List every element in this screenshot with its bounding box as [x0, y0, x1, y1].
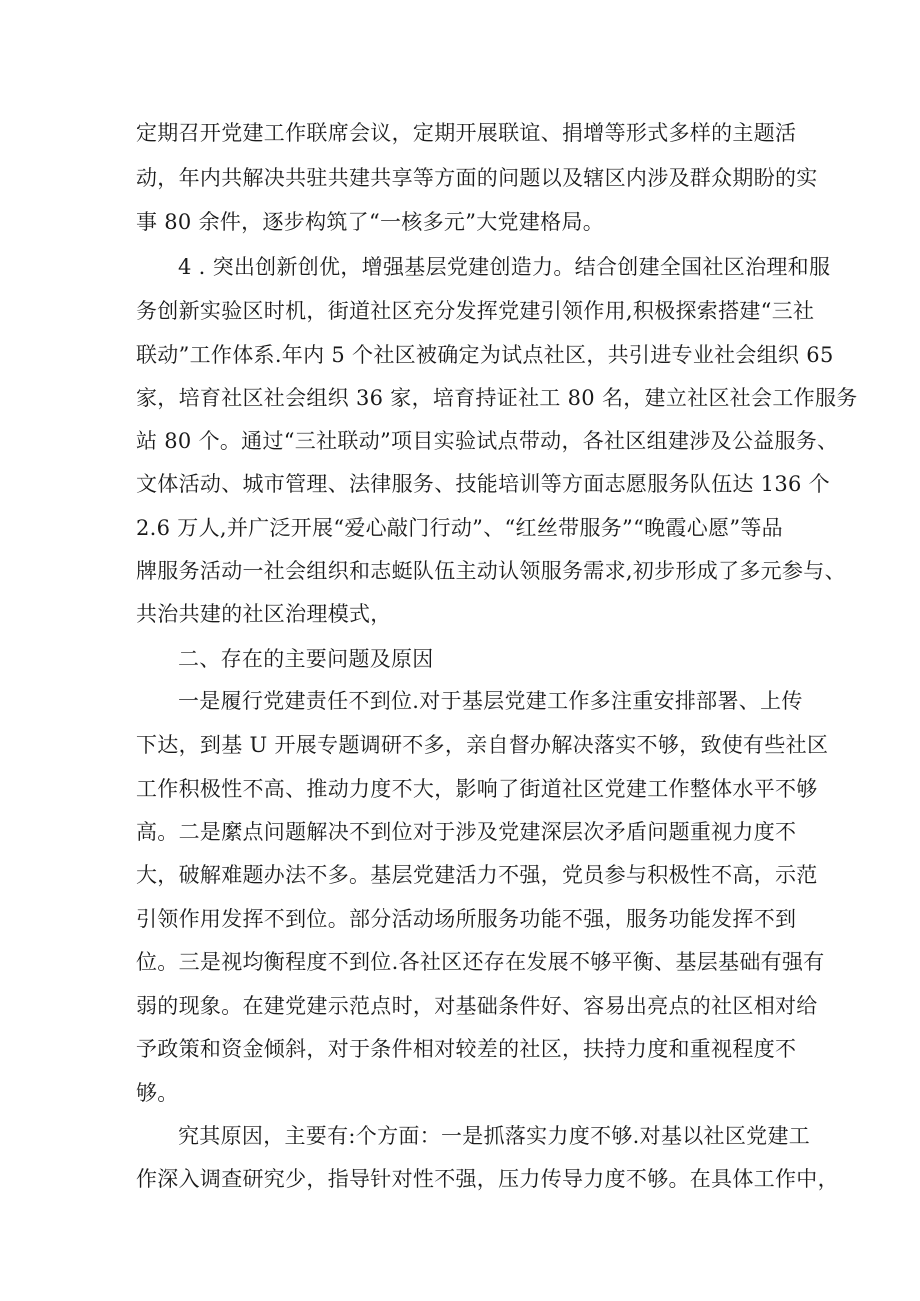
paragraph-line: 作深入调查研究少，指导针对性不强，压力传导力度不够。在具体工作中，: [136, 1167, 839, 1191]
paragraph-line: 联动”工作体系.年内 5 个社区被确定为试点社区，共引进专业社会组织 65: [136, 343, 834, 367]
section-heading: 二、存在的主要问题及原因: [178, 647, 434, 671]
paragraph-line: 弱的现象。在建党建示范点时，对基础条件好、容易出亮点的社区相对给: [136, 994, 818, 1018]
paragraph-line: 下达，到基 U 开展专题调研不多，亲自督办解决落实不够，致使有些社区: [136, 733, 829, 757]
paragraph-line: 大，破解难题办法不多。基层党建活力不强，党员参与积极性不高，示范: [136, 863, 818, 887]
paragraph-line: 够。: [136, 1081, 179, 1105]
paragraph-line: 务创新实验区时机，街道社区充分发挥党建引领作用,积极探索搭建“三社: [136, 299, 815, 323]
paragraph-line: 文体活动、城市管理、法律服务、技能培训等方面志愿服务队伍达 136 个: [136, 472, 830, 496]
paragraph-line: 究其原因，主要有:个方面：一是抓落实力度不够.对基以社区党建工: [178, 1124, 811, 1148]
paragraph-line: 工作积极性不高、推动力度不大，影响了街道社区党建工作整体水平不够: [136, 777, 818, 801]
paragraph-line: 位。三是视均衡程度不到位.各社区还存在发展不够平衡、基层基础有强有: [136, 950, 825, 974]
paragraph-line: 家，培育社区社会组织 36 家，培育持证社工 80 名，建立社区社会工作服务: [136, 386, 858, 410]
paragraph-line: 牌服务活动一社会组织和志蜓队伍主动认领服务需求,初步形成了多元参与、: [136, 559, 846, 583]
paragraph-line: 4 . 突出创新创优，增强基层党建创造力。结合创建全国社区治理和服: [178, 255, 831, 279]
paragraph-line: 引领作用发挥不到位。部分活动场所服务功能不强，服务功能发挥不到: [136, 907, 797, 931]
paragraph-line: 2.6 万人,并广泛开展“爱心敲门行动”、“红丝带服务”“晚霞心愿”等品: [136, 516, 783, 540]
paragraph-line: 动，年内共解决共驻共建共享等方面的问题以及辖区内涉及群众期盼的实: [136, 166, 818, 190]
paragraph-line: 定期召开党建工作联席会议，定期开展联谊、捐增等形式多样的主题活: [136, 121, 797, 145]
paragraph-line: 予政策和资金倾斜，对于条件相对较差的社区，扶持力度和重视程度不: [136, 1037, 797, 1061]
paragraph-line: 站 80 个。通过“三社联动”项目实验试点带动，各社区组建涉及公益服务、: [136, 429, 839, 453]
paragraph-line: 共治共建的社区治理模式，: [136, 602, 392, 626]
paragraph-line: 高。二是縻点问题解决不到位对于涉及党建深层次矛盾问题重视力度不: [136, 820, 797, 844]
paragraph-line: 一是履行党建责任不到位.对于基层党建工作多注重安排部署、上传: [178, 689, 803, 713]
paragraph-line: 事 80 余件，逐步构筑了“一核多元”大党建格局。: [136, 210, 605, 234]
